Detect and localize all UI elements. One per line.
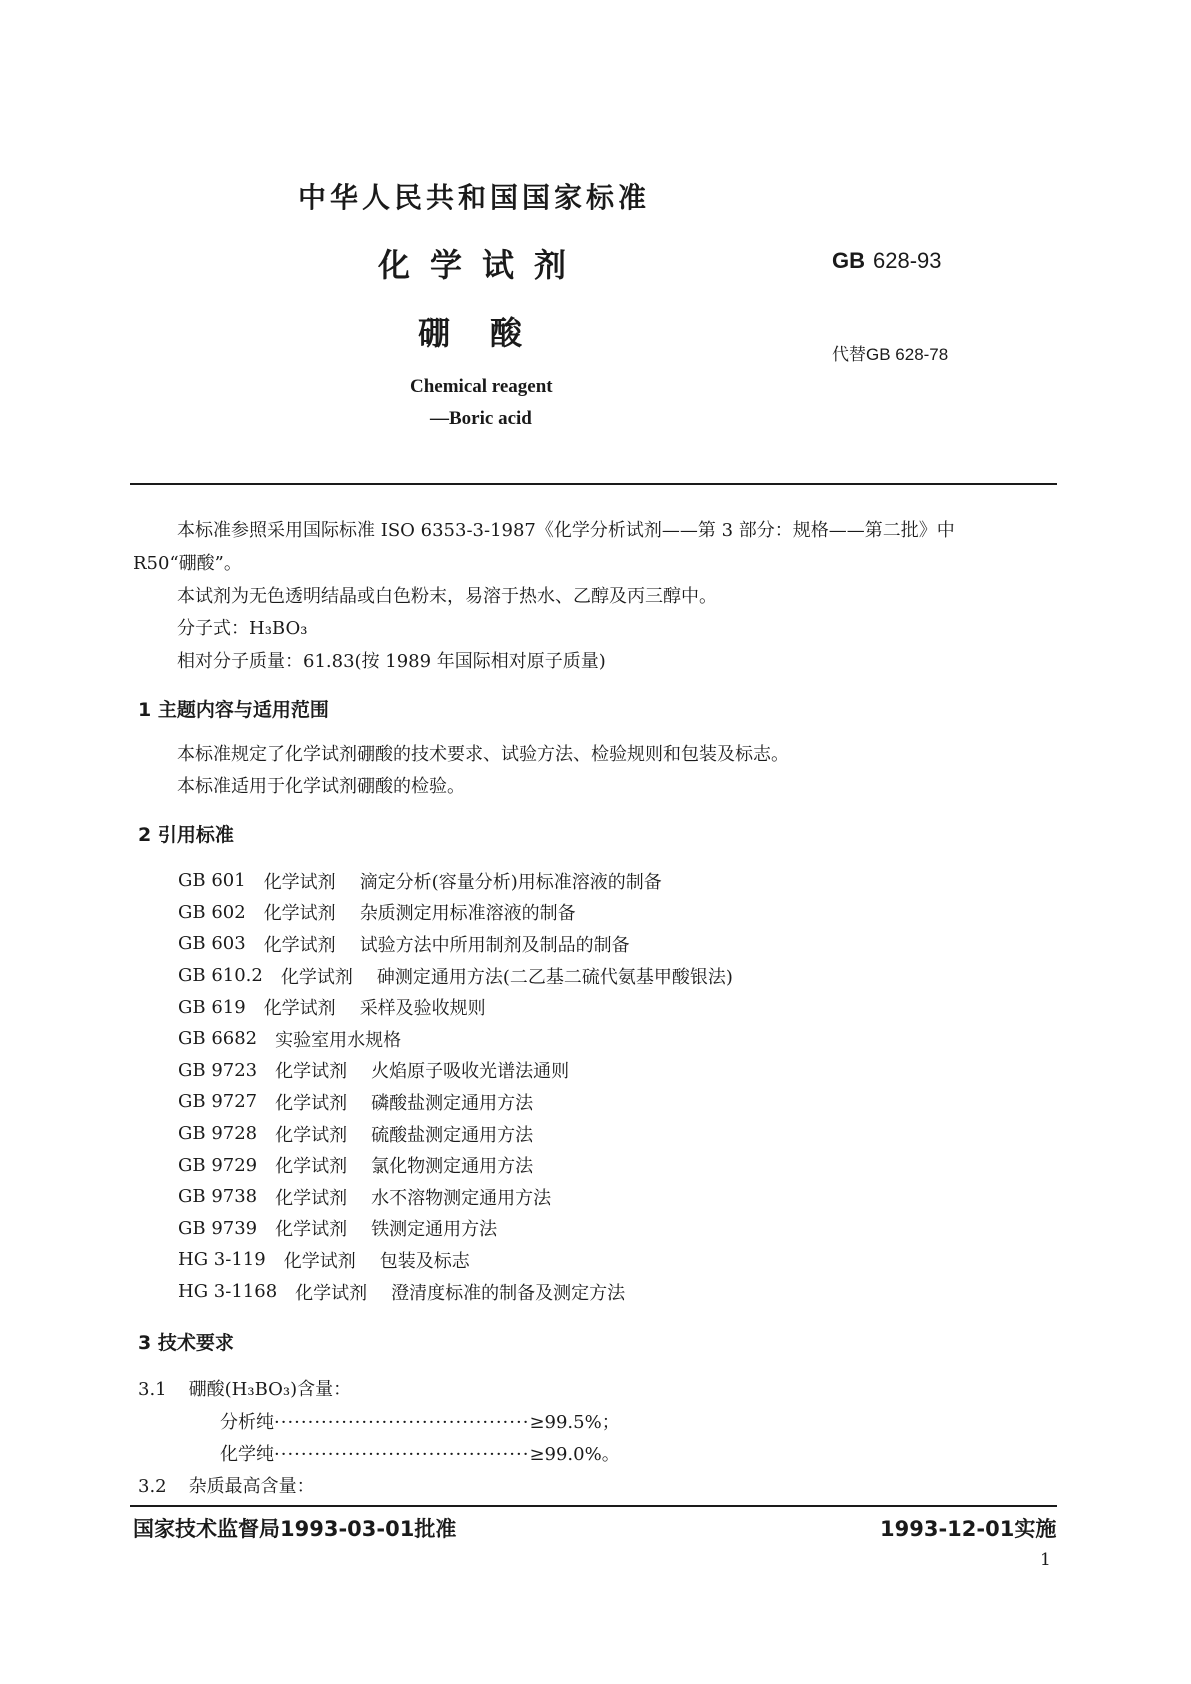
section-2-heading: 2 引用标准 bbox=[138, 824, 234, 846]
reference-category: 化学试剂 bbox=[283, 1250, 356, 1272]
reference-title: 采样及验收规则 bbox=[359, 998, 486, 1020]
grade-row-analytical: 分析纯······································≥99.5%； bbox=[220, 1412, 620, 1433]
item-3-2 bbox=[138, 1472, 315, 1498]
reference-code: GB 9739 bbox=[178, 1217, 258, 1239]
reference-item bbox=[178, 1276, 733, 1308]
formula-value: H₃BO₃ bbox=[249, 618, 308, 639]
item-3-2-number: 3.2 bbox=[138, 1476, 167, 1497]
item-3-2-text: 杂质最高含量： bbox=[188, 1476, 315, 1497]
approval-line: 国家技术监督局1993-03-01批准 bbox=[133, 1517, 457, 1541]
intro-line-2: R50“硼酸”。 bbox=[133, 553, 242, 574]
formula-label: 分子式： bbox=[177, 618, 249, 639]
section-3-heading: 3 技术要求 bbox=[138, 1332, 234, 1354]
reference-title: 包装及标志 bbox=[379, 1250, 470, 1272]
reference-code: HG 3-1168 bbox=[178, 1281, 278, 1303]
reference-item bbox=[178, 1055, 733, 1087]
reference-category: 化学试剂 bbox=[275, 1061, 348, 1083]
page-number: 1 bbox=[1040, 1550, 1051, 1570]
reference-title: 水不溶物测定通用方法 bbox=[371, 1187, 552, 1209]
molecular-formula bbox=[177, 614, 307, 640]
reference-category: 化学试剂 bbox=[263, 871, 336, 893]
reference-item bbox=[178, 1086, 733, 1118]
grade-row-chemical: 化学纯······································≥99.0%。 bbox=[220, 1444, 620, 1465]
standard-code: 628-93 bbox=[873, 248, 942, 273]
reference-code: GB 610.2 bbox=[178, 965, 263, 987]
section-1-heading: 1 主题内容与适用范围 bbox=[138, 699, 329, 721]
reference-code: GB 9728 bbox=[178, 1123, 258, 1145]
effective-date: 1993-12-01实施 bbox=[880, 1517, 1057, 1541]
grade-1-label: 分析纯 bbox=[220, 1412, 274, 1433]
reference-category: 化学试剂 bbox=[263, 903, 336, 925]
reference-title: 滴定分析(容量分析)用标准溶液的制备 bbox=[359, 871, 662, 893]
reference-item bbox=[178, 1023, 733, 1055]
reference-item bbox=[178, 1181, 733, 1213]
reference-category: 化学试剂 bbox=[263, 934, 336, 956]
reference-category: 化学试剂 bbox=[275, 1156, 348, 1178]
reference-code: HG 3-119 bbox=[178, 1249, 266, 1271]
replaces-note: 代替GB 628-78 bbox=[832, 345, 949, 364]
reference-category: 化学试剂 bbox=[275, 1092, 348, 1114]
reference-item bbox=[178, 960, 733, 992]
bottom-divider bbox=[130, 1505, 1057, 1507]
reference-item bbox=[178, 1213, 733, 1245]
reference-category: 化学试剂 bbox=[275, 1187, 348, 1209]
document-subtitle: 硼酸 bbox=[418, 314, 563, 352]
standard-number bbox=[832, 248, 942, 274]
reference-code: GB 9727 bbox=[178, 1091, 258, 1113]
reference-code: GB 602 bbox=[178, 901, 246, 923]
reference-code: GB 619 bbox=[178, 996, 246, 1018]
reference-title: 硫酸盐测定通用方法 bbox=[371, 1124, 534, 1146]
reference-title: 铁测定通用方法 bbox=[371, 1219, 498, 1241]
item-3-1 bbox=[138, 1375, 351, 1401]
item-3-1-number: 3.1 bbox=[138, 1379, 167, 1400]
reference-code: GB 601 bbox=[178, 870, 246, 892]
reference-category: 化学试剂 bbox=[280, 966, 353, 988]
reference-title: 杂质测定用标准溶液的制备 bbox=[359, 903, 576, 925]
document-title: 化学试剂 bbox=[378, 246, 587, 284]
reference-category: 化学试剂 bbox=[263, 998, 336, 1020]
reference-code: GB 9738 bbox=[178, 1186, 258, 1208]
standard-prefix: GB bbox=[832, 248, 865, 273]
grade-1-value: ≥99.5%； bbox=[529, 1412, 620, 1433]
reference-item bbox=[178, 1244, 733, 1276]
reference-code: GB 603 bbox=[178, 933, 246, 955]
grade-2-value: ≥99.0%。 bbox=[529, 1444, 620, 1465]
top-divider bbox=[130, 483, 1057, 485]
molecular-mass: 相对分子质量：61.83(按 1989 年国际相对原子质量) bbox=[177, 651, 606, 672]
reference-title: 火焰原子吸收光谱法通则 bbox=[371, 1061, 570, 1083]
reference-title: 澄清度标准的制备及测定方法 bbox=[391, 1282, 626, 1304]
reference-code: GB 6682 bbox=[178, 1028, 258, 1050]
section-1-line-1: 本标准规定了化学试剂硼酸的技术要求、试验方法、检验规则和包装及标志。 bbox=[177, 744, 789, 765]
reference-category: 化学试剂 bbox=[275, 1219, 348, 1241]
reference-item bbox=[178, 928, 733, 960]
reference-title: 磷酸盐测定通用方法 bbox=[371, 1092, 534, 1114]
reference-item bbox=[178, 1118, 733, 1150]
reference-list bbox=[178, 865, 733, 1307]
reference-code: GB 9723 bbox=[178, 1059, 258, 1081]
item-3-1-text: 硼酸(H₃BO₃)含量： bbox=[188, 1379, 352, 1400]
reference-item bbox=[178, 865, 733, 897]
reference-title: 砷测定通用方法(二乙基二硫代氨基甲酸银法) bbox=[376, 966, 733, 988]
reference-title: 试验方法中所用制剂及制品的制备 bbox=[359, 934, 630, 956]
reference-item bbox=[178, 991, 733, 1023]
reference-title: 实验室用水规格 bbox=[275, 1029, 402, 1051]
reference-title: 氯化物测定通用方法 bbox=[371, 1156, 534, 1178]
intro-line-1: 本标准参照采用国际标准 ISO 6353-3-1987《化学分析试剂——第 3 部分：规格——第二批》中 bbox=[177, 520, 955, 541]
grade-2-label: 化学纯 bbox=[220, 1444, 274, 1465]
section-1-line-2: 本标准适用于化学试剂硼酸的检验。 bbox=[177, 776, 465, 797]
intro-line-3: 本试剂为无色透明结晶或白色粉末，易溶于热水、乙醇及丙三醇中。 bbox=[177, 586, 717, 607]
reference-item bbox=[178, 897, 733, 929]
english-title: Chemical reagent bbox=[410, 376, 553, 397]
reference-code: GB 9729 bbox=[178, 1154, 258, 1176]
reference-category: 化学试剂 bbox=[295, 1282, 368, 1304]
english-subtitle: —Boric acid bbox=[430, 408, 532, 429]
reference-item bbox=[178, 1149, 733, 1181]
org-title: 中华人民共和国国家标准 bbox=[298, 181, 651, 214]
reference-category: 化学试剂 bbox=[275, 1124, 348, 1146]
